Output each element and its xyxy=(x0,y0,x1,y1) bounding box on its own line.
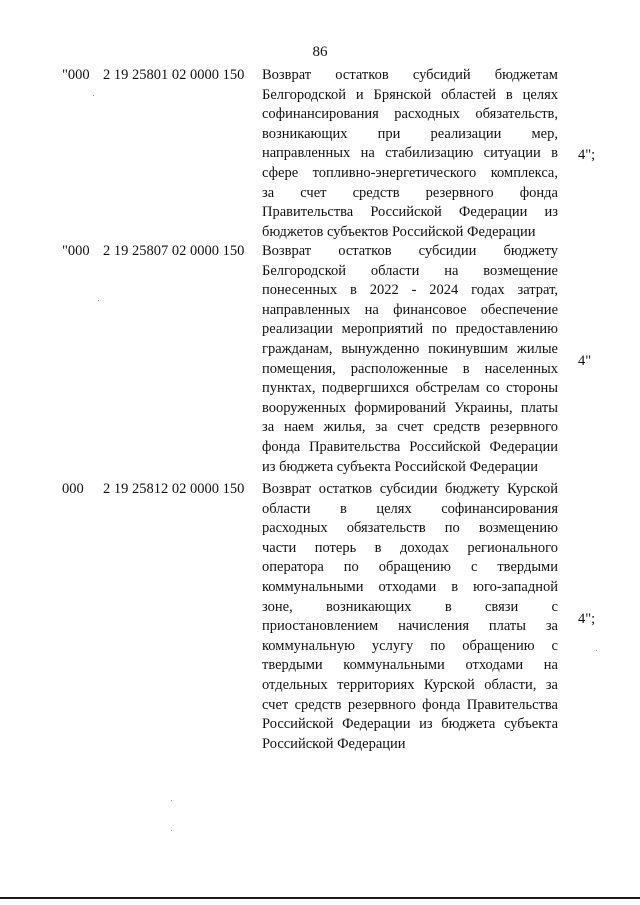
scan-speck xyxy=(171,830,172,831)
description-line: помещения, расположенные в населенных xyxy=(262,360,558,377)
description-line: бюджетов субъектов Российской Федерации xyxy=(262,223,536,240)
description-line: Российской Федерации из бюджета субъекта xyxy=(262,716,558,733)
description-line: отдельных территориях Курской области, за xyxy=(262,676,558,693)
owner-code: "000 xyxy=(62,67,90,83)
description-line: твердыми коммунальными отходами на xyxy=(262,657,558,674)
page-number: 86 xyxy=(312,44,328,60)
row-suffix: 4"; xyxy=(578,147,596,163)
description-line: Российской Федерации xyxy=(262,735,406,752)
owner-code: "000 xyxy=(62,243,90,259)
row-suffix: 4" xyxy=(578,353,592,369)
description-line: направленных на финансовое обеспечение xyxy=(262,301,558,318)
description-line: коммунальными отходами в юго-западной xyxy=(262,578,558,595)
description-line: гражданам, вынужденно покинувшим жилые xyxy=(262,340,558,357)
scan-speck xyxy=(98,300,99,301)
kbk-code: 2 19 25812 02 0000 150 xyxy=(103,481,245,497)
description-line: зоне, возникающих в связи с xyxy=(262,598,558,615)
description-line: оператора по обращению с твердыми xyxy=(262,559,558,576)
row-suffix: 4"; xyxy=(578,611,596,627)
row-description xyxy=(262,480,558,754)
owner-code: 000 xyxy=(62,481,84,497)
description-line: Возврат остатков субсидии бюджету xyxy=(262,243,558,259)
description-line: реализации мероприятий по предоставлению xyxy=(262,321,558,338)
bottom-border xyxy=(0,897,640,899)
description-line: коммунальную услугу по обращению с xyxy=(262,637,558,654)
description-line: расходных обязательств по возмещению xyxy=(262,520,558,537)
description-line: Возврат остатков субсидий бюджетам xyxy=(262,67,558,83)
description-line: из бюджета субъекта Российской Федерации xyxy=(262,458,539,475)
description-line: вооруженных формирований Украины, платы xyxy=(262,399,558,416)
scan-speck xyxy=(171,800,172,801)
description-line: возникающих при реализации мер, xyxy=(262,125,558,142)
description-line: счет средств резервного фонда Правительства xyxy=(262,696,558,713)
description-line: понесенных в 2022 - 2024 годах затрат, xyxy=(262,282,558,299)
row-description xyxy=(262,66,558,242)
scan-speck xyxy=(596,650,597,651)
description-line: сфере топливно-энергетического комплекса, xyxy=(262,164,558,181)
kbk-code: 2 19 25807 02 0000 150 xyxy=(103,243,245,259)
description-line: пунктах, подвергшихся обстрелам со стороны xyxy=(262,380,558,397)
row-description xyxy=(262,242,558,477)
scan-speck xyxy=(93,95,94,96)
description-line: Правительства Российской Федерации из xyxy=(262,204,558,221)
description-line: Возврат остатков субсидии бюджету Курской xyxy=(262,481,558,497)
description-line: направленных на стабилизацию ситуации в xyxy=(262,145,558,162)
description-line: Белгородской и Брянской областей в целях xyxy=(262,86,558,103)
kbk-code: 2 19 25801 02 0000 150 xyxy=(103,67,245,83)
description-line: софинансирования расходных обязательств, xyxy=(262,106,558,123)
description-line: приостановлением начисления платы за xyxy=(262,618,558,635)
description-line: за наем жилья, за счет средств резервного xyxy=(262,419,558,436)
description-line: фонда Правительства Российской Федерации xyxy=(262,438,558,455)
description-line: части потерь в доходах регионального xyxy=(262,539,558,556)
description-line: Белгородской области на возмещение xyxy=(262,262,558,279)
description-line: области в целях софинансирования xyxy=(262,500,558,517)
description-line: за счет средств резервного фонда xyxy=(262,184,558,201)
